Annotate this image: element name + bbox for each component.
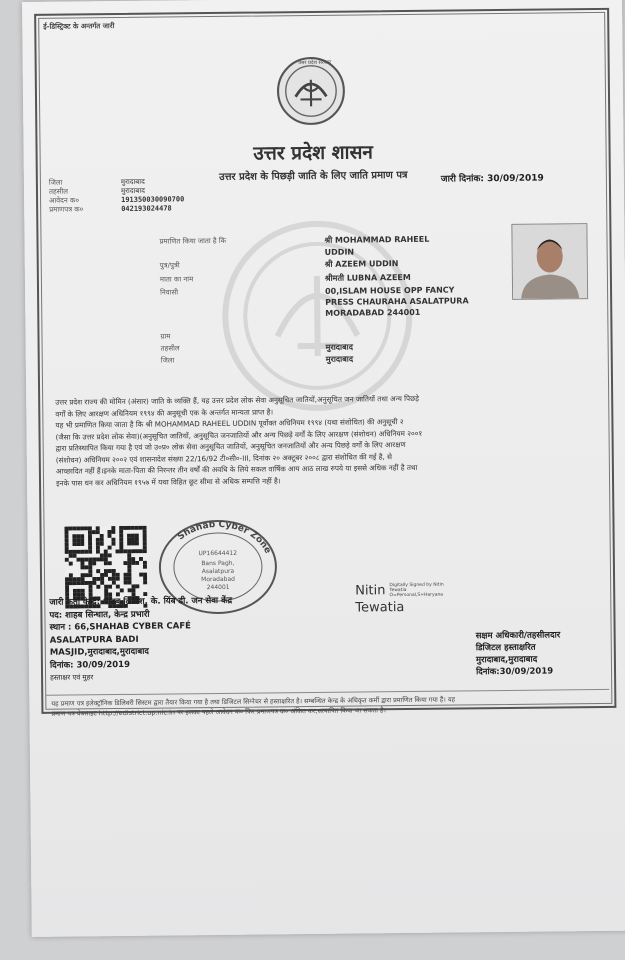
issuer-line: हस्ताक्षर एवं मुहर [50,673,94,682]
body-line: आच्छादित नहीं हैं।इनके माता-पिता की निरन्तर तीन वर्षों की अवधि के लिये सकल वार्षिक आय आठ लाख रुपये या इससे अधिक नहीं है तथा [55,462,418,476]
detail-label: पुत्र/पुत्री [159,261,180,270]
person-photo-icon [512,224,587,299]
issuer-block [49,595,233,684]
issuer-line: स्थान : 66,SHAHAB CYBER CAFÉ [49,621,192,633]
issuer-line: जारी कर्ता केन्द्र: शाहब लिम्बेश, के. यिंब डी. जन सेवा केंद्र [49,595,233,608]
footer-line: यह प्रमाण पत्र इलेक्ट्रॉनिक डिलिवरी सिस्टम द्वारा तैयार किया गया है तथा डिजिटल सिग्नेचर से हस्ताक्षरित है। सम्बन्धित केन्द्र के अधिकृत कर्मी द्वारा प्रमाणित किया गया है। यह [51,695,456,708]
certificate-sheet [22,0,625,937]
meta-block [49,177,185,214]
stamp-line: Moradabad [201,575,235,584]
signature-name: Tewatia [355,600,405,616]
detail-label: प्रमाणित किया जाता है कि [159,236,227,246]
body-line: उत्तर प्रदेश राज्य की मोमिन (अंसार) जाति के व्यक्ति हैं, यह उत्तर प्रदेश लोक सेवा अनुसूचित जातियों,अनुसूचित जन जातियों तथा अन्य पिछड़े [55,393,420,407]
meta-value: 191350030090700 [121,195,185,204]
detail-label: माता का नाम [159,275,194,284]
detail-value: MORADABAD 244001 [325,307,421,318]
body-line: (संशोधन) अधिनियम २००२ एवं शासनादेश संख्या 22/16/92 टी०सी०-III, दिनांक २० अक्टूबर २००८ द्वारा संशोधित की गई है, से [55,451,393,465]
issuer-line: MASJID,मुरादाबाद,मुरादाबाद [49,646,149,658]
meta-value: 042193024478 [121,204,172,213]
authority-block [476,629,561,678]
meta-label: आवेदन क० [49,196,80,205]
body-line: इनके पास धन कर अधिनियम १९५७ में यथा विहित छूट सीमा से अधिक सम्पत्ति नहीं है। [55,475,281,488]
detail-label [160,309,325,333]
authority-line: दिनांक:30/09/2019 [475,666,554,678]
detail-value: मुरादाबाद [325,354,354,364]
detail-value: मुरादाबाद [325,342,354,352]
detail-label: तहसील [160,344,180,353]
meta-value: मुरादाबाद [120,177,145,186]
issue-date-value: 30/09/2019 [487,173,544,185]
authority-line: सक्षम अधिकारी/तहसीलदार [475,630,561,642]
body-line: वर्गों के लिए आरक्षण अधिनियम १९९४ की अनुसूची एक के अन्तर्गत मान्यता प्राप्त है। [55,406,274,419]
certificate-subtitle: उत्तर प्रदेश के पिछड़ी जाति के लिए जाति प्रमाण पत्र [219,169,408,183]
digital-signature [355,583,444,616]
meta-row [49,204,184,214]
signature-meta-line: Tewatia [389,588,407,594]
details-block [159,234,469,368]
meta-label: तहसील [48,187,69,196]
page-title: उत्तर प्रदेश शासन [253,141,374,165]
applicant-photo [511,223,588,300]
up-govt-emblem-icon [276,56,347,127]
detail-value: 00,ISLAM HOUSE OPP FANCY [324,285,455,296]
issuer-line: ASALATPURA BADI [49,634,139,646]
inner-border [38,12,612,718]
detail-label: जिला [160,356,175,365]
detail-value: श्री MOHAMMAD RAHEEL [324,234,430,245]
stamp-line: Asalatpura [201,567,235,576]
signature-meta-line: O=Personal,S=Haryana [389,592,444,599]
stamp-line: UP16644412 [198,549,238,558]
detail-label: निवासी [160,288,179,297]
authority-line: मुरादाबाद,मुरादाबाद [475,654,538,666]
authority-line: डिजिटल हस्ताक्षरित [475,642,536,654]
meta-label: जिला [48,178,63,187]
issuer-line: दिनांक: 30/09/2019 [49,659,131,671]
signature-name: Nitin [355,583,386,599]
e-district-label: ई-डिस्ट्रिक्ट के अन्तर्गत जारी [43,22,115,31]
detail-value: UDDIN [324,247,355,257]
signature-meta [389,583,443,599]
body-line: (जैसा कि उत्तर प्रदेश लोक सेवा)(अनुसूचित जातियों, अनुसूचित जनजातियों और अन्य पिछड़े वर्गों के लिए आरक्षण (संशोधन) अधिनियम २००१ [55,428,423,442]
meta-label: प्रमाणपत्र क० [49,205,84,214]
signature-meta-line: Digitally Signed by Nitin [389,582,444,589]
body-line: यह भी प्रमाणित किया जाता है कि श्री MOHAMMAD RAHEEL UDDIN पूर्वोक्त अधिनियम १९९४ (यथा संशोधित) की अनुसूची २ [55,417,404,430]
detail-label: ग्राम [160,332,171,341]
detail-value: PRESS CHAURAHA ASALATPURA [325,296,469,307]
footer-line: प्रमाण पत्र वेबसाइट http://edistrict.up.nic.in पर इसका पहले आवेदन क० फिर प्रमाणपत्र क० अंकित कर,सत्यापित किया जा सकता है। [51,706,387,718]
issuer-line: पद: शाहब सिन्धात, केन्द्र प्रभारी [49,609,150,621]
issue-date [441,174,544,186]
detail-row [161,353,470,368]
issue-date-label: जारी दिनांक: [440,174,485,185]
detail-row [160,307,469,332]
detail-value: श्री AZEEM UDDIN [324,259,399,269]
stamp-line: Bans Pagh, [201,559,235,568]
certificate-body-text [55,391,596,489]
meta-value: मुरादाबाद [120,186,145,195]
footer-note [51,693,606,719]
stamp-line: 244001 [206,583,230,592]
body-line: द्वारा प्रतिस्थापित किया गया है एवं जो उ०प्र० लोक सेवा अनुसूचित जातियों, अनुसूचित जनजातियों और अन्य पिछड़े वर्गों के लिए आरक्षण [55,440,406,453]
stamp-ring-text: Shahab Cyber Zone [176,519,273,556]
emblem-text: उत्तर प्रदेश सरकार [298,59,332,67]
detail-value: श्रीमती LUBNA AZEEM [324,272,411,283]
